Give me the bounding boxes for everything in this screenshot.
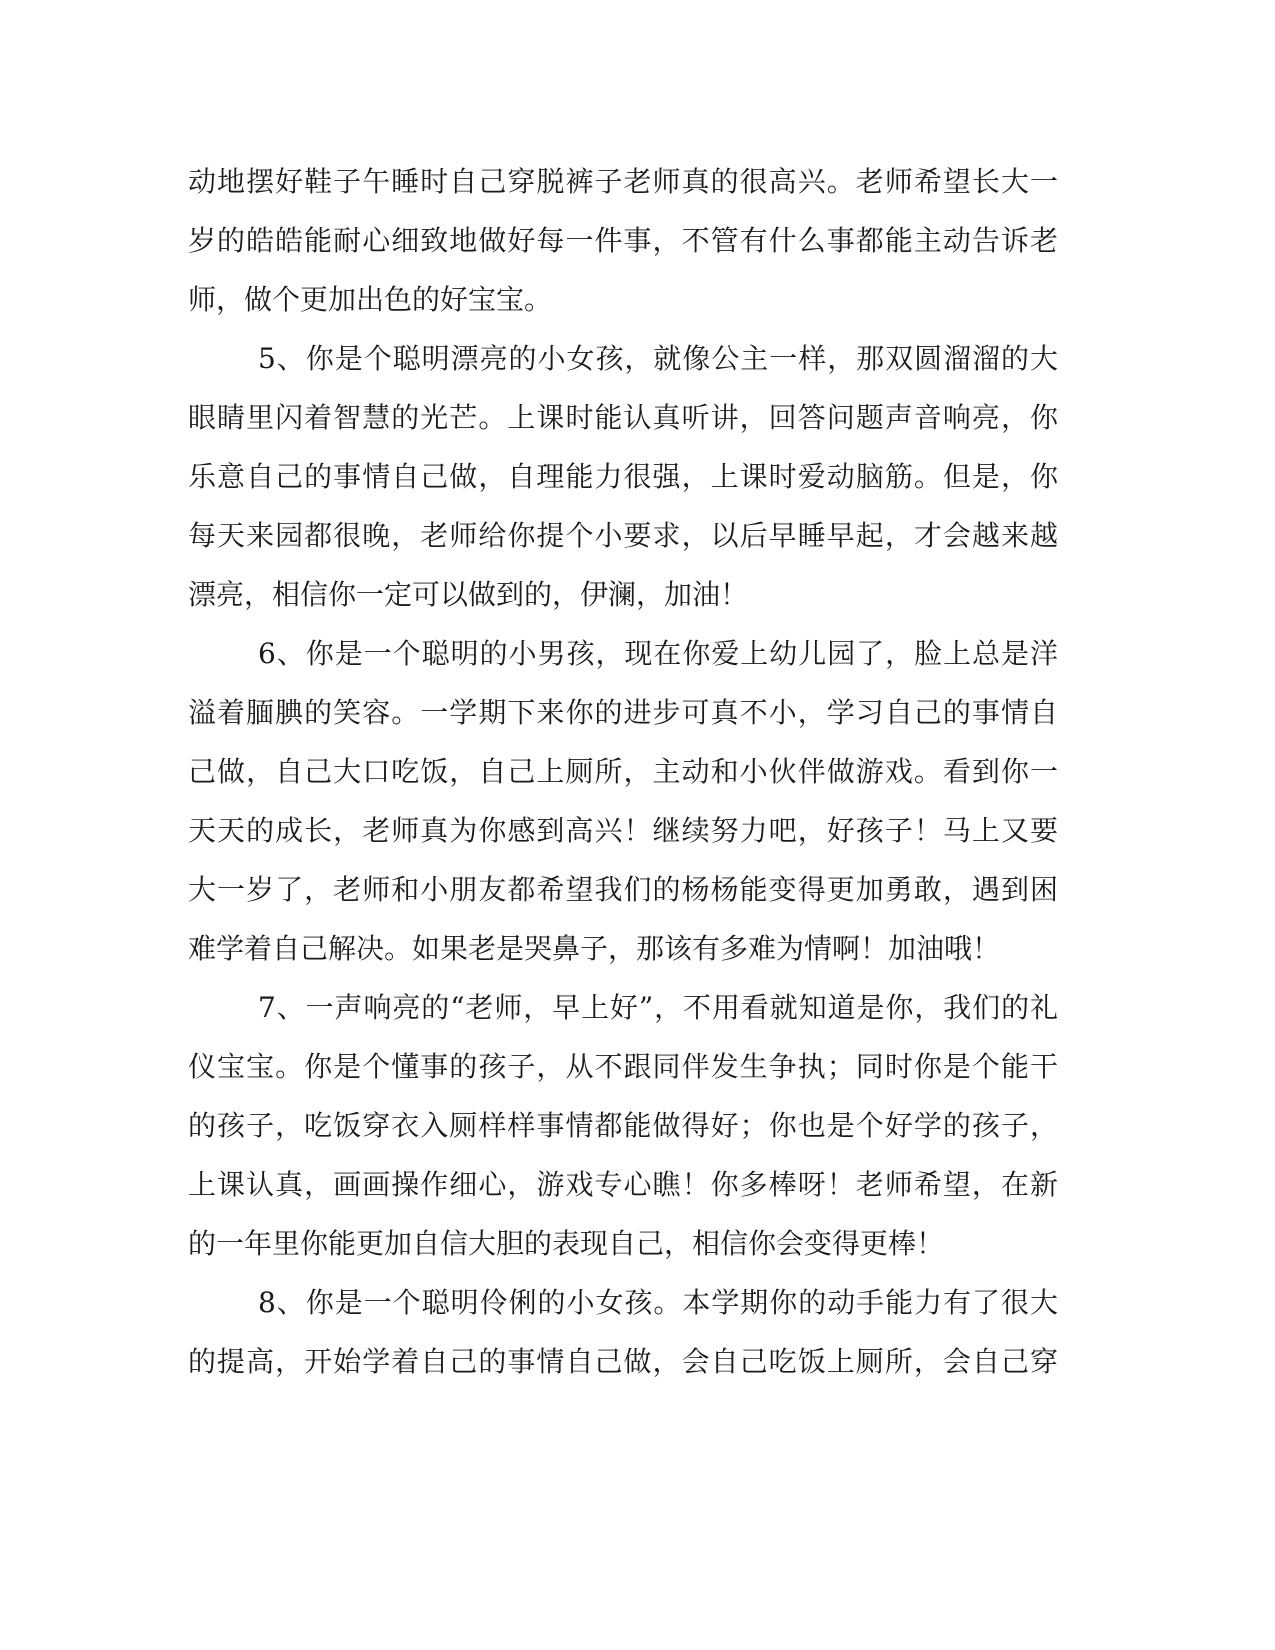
text-line: 乐意自己的事情自己做，自理能力很强，上课时爱动脑筋。但是，你: [188, 460, 1058, 493]
text-line: 大一岁了，老师和小朋友都希望我们的杨杨能变得更加勇敢，遇到困: [188, 873, 1058, 906]
text-line: 岁的皓皓能耐心细致地做好每一件事，不管有什么事都能主动告诉老: [188, 224, 1058, 257]
paragraph-7-first-line: 7、一声响亮的“老师，早上好”，不用看就知道是你，我们的礼: [258, 991, 1058, 1024]
text-line: 溢着腼腆的笑容。一学期下来你的进步可真不小，学习自己的事情自: [188, 696, 1058, 729]
text-line: 师，做个更加出色的好宝宝。: [188, 283, 553, 316]
text-line: 动地摆好鞋子午睡时自己穿脱裤子老师真的很高兴。老师希望长大一: [188, 165, 1058, 198]
text-line: 的一年里你能更加自信大胆的表现自己，相信你会变得更棒！: [188, 1227, 945, 1260]
paragraph-6-first-line: 6、你是一个聪明的小男孩，现在你爱上幼儿园了，脸上总是洋: [258, 637, 1058, 670]
text-line: 仪宝宝。你是个懂事的孩子，从不跟同伴发生争执；同时你是个能干: [188, 1050, 1058, 1083]
paragraph-8-first-line: 8、你是一个聪明伶俐的小女孩。本学期你的动手能力有了很大: [258, 1286, 1058, 1319]
text-line: 己做，自己大口吃饭，自己上厕所，主动和小伙伴做游戏。看到你一: [188, 755, 1058, 788]
paragraph-5-first-line: 5、你是个聪明漂亮的小女孩，就像公主一样，那双圆溜溜的大: [258, 342, 1058, 375]
text-line: 上课认真，画画操作细心，游戏专心瞧！你多棒呀！老师希望，在新: [188, 1168, 1058, 1201]
text-line: 漂亮，相信你一定可以做到的，伊澜，加油！: [188, 578, 749, 611]
text-line: 每天来园都很晚，老师给你提个小要求，以后早睡早起，才会越来越: [188, 519, 1058, 552]
text-line: 天天的成长，老师真为你感到高兴！继续努力吧，好孩子！马上又要: [188, 814, 1058, 847]
text-line: 眼睛里闪着智慧的光芒。上课时能认真听讲，回答问题声音响亮，你: [188, 401, 1058, 434]
text-line: 难学着自己解决。如果老是哭鼻子，那该有多难为情啊！加油哦！: [188, 932, 1001, 965]
text-line: 的孩子，吃饭穿衣入厕样样事情都能做得好；你也是个好学的孩子，: [188, 1109, 1058, 1142]
text-line: 的提高，开始学着自己的事情自己做，会自己吃饭上厕所，会自己穿: [188, 1345, 1058, 1378]
